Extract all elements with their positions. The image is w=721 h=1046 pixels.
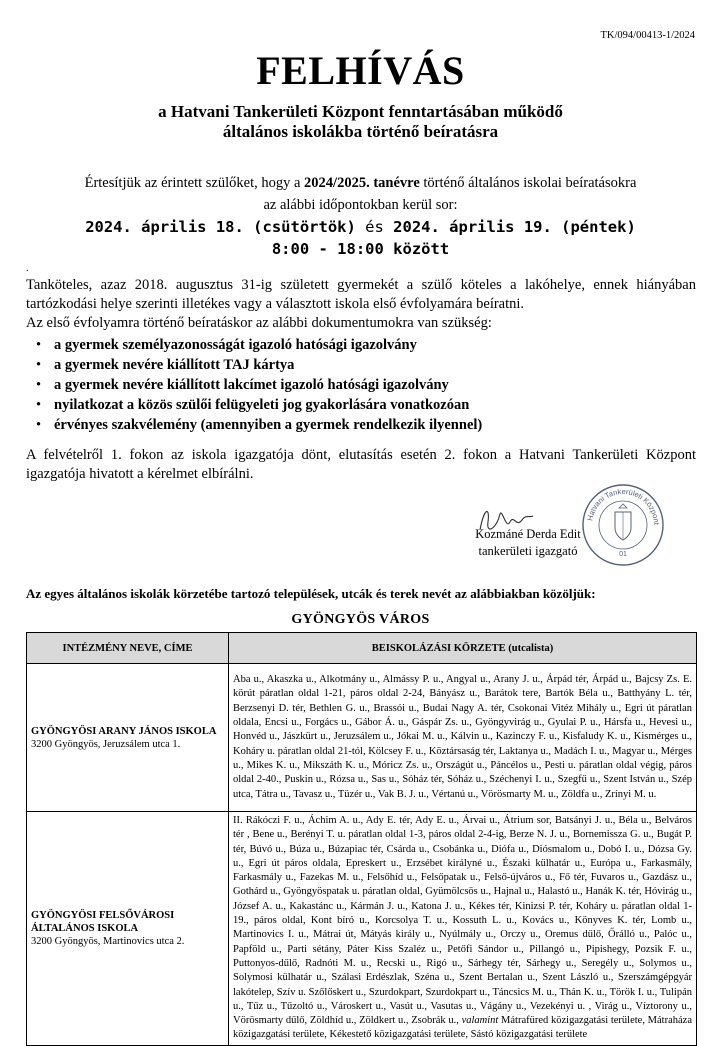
district-table bbox=[26, 632, 697, 1046]
document-item: • a gyermek nevére kiállított TAJ kártya bbox=[34, 355, 482, 375]
institution-cell bbox=[27, 812, 229, 1046]
intro-text bbox=[0, 172, 721, 216]
date-1: 2024. április 18. (csütörtök) bbox=[85, 218, 356, 236]
document-item: • nyilatkozat a közös szülői felügyeleti jog gyakorlására vonatkozóan bbox=[34, 395, 482, 415]
enrollment-time: 8:00 - 18:00 között bbox=[271, 240, 450, 258]
street-list-italic: valamint bbox=[461, 1015, 499, 1027]
institution-address: 3200 Gyöngyös, Martinovics utca 2. bbox=[31, 935, 185, 947]
signatory-block bbox=[463, 526, 593, 560]
required-documents-list bbox=[34, 335, 482, 435]
intro-school-year: 2024/2025. tanévre bbox=[304, 175, 420, 191]
table-row bbox=[27, 664, 697, 812]
column-header-district: BEISKOLÁZÁSI KÖRZETE (utcalista) bbox=[229, 633, 697, 664]
intro-part-2: történő általános iskolai beíratásokra bbox=[419, 175, 637, 191]
institution-cell bbox=[27, 664, 229, 812]
date-2: 2024. április 19. (péntek) bbox=[393, 218, 636, 236]
district-notice: Az egyes általános iskolák körzetébe tartozó települések, utcák és terek nevét az alábbiakban közöljük: bbox=[26, 586, 596, 601]
stray-dot: . bbox=[26, 263, 29, 274]
street-list-part-1: II. Rákóczi F. u., Áchim A. u., Ady E. tér, Ady E. u., Árvai u., Átrium sor, Batsányi J. u., Béla u., Belváros tér , Bene u., Berényi T. u. páratlan oldal 1-3, páros oldal 2-4-ig, Berze N. J. u., Bornemissza G. u., Bugát P. tér, Búvó u., Búza u., Búzapiac tér, Csárda u., Csobánka u., Diófa u., Diósmalom u., Dobó I. u., Dózsa Gy. u., Egri út páros oldala, Epreskert u., Erzsébet királyné u., Északi külhatár u., Európa u., Farkasmály, Farkasmály u., Fazekas M. u., Felsőhíd u., Felsőpatak u., Felső-újváros u., Fő tér, Fuvaros u., Gazdász u., Gothárd u., Gyöngyöspatak u. páratlan oldal, Gyümölcsös u., Hajnal u., Halastó u., Hanák K. tér, Hóvirág u., József A. u., Kakastánc u., Kármán J. u., Katona J. u., Kékes tér, Kinizsi P. tér, Koháry u. páratlan oldal 1-19., páros oldal, Kont bíró u., Korcsolya T. u., Kossuth L. u., Kovács u., Könyves K. tér, Lomb u., Martinovics I. u., Mátrai út, Mátyás király u., Nyúlmály u., Orczy u., Oremus dűlő, Őrálló u., Palóc u., Papföld u., Parti sétány, Páter Kiss Szaléz u., Petőfi Sándor u., Pillangó u., Pipishegy, Pozsik F. u., Puttonyos-dűlő, Radnóti M. u., Recski u., Rigó u., Sárhegy tér, Sárhegy u., Seregély u., Solymos u., Solymosi külhatár u., Szálasi Erdészlak, Széna u., Szent Bertalan u., Szent László u., Szerszámgépgyár lakótelep, Szív u. Szőlőskert u., Szurdokpart, Szurdokpart u., Táncsics M. u., Thán K. u., Török I. u., Tulipán u., Tűz u., Tűzoltó u., Városkert u., Vasút u., Vasutas u., Vágány u., Vezekényi u. , Virág u., Víztorony u., Vörösmarty dűlő, Zöldhíd u., Zöldkert u., Zsobrák u., bbox=[233, 815, 692, 1027]
intro-part-1: Értesítjük az érintett szülőket, hogy a bbox=[84, 175, 305, 191]
obligation-paragraph bbox=[26, 276, 696, 333]
table-row bbox=[27, 812, 697, 1046]
page-title: FELHÍVÁS bbox=[256, 48, 465, 93]
column-header-institution: INTÉZMÉNY NEVE, CÍME bbox=[27, 633, 229, 664]
enrollment-dates bbox=[0, 216, 721, 260]
subtitle bbox=[0, 102, 721, 142]
document-item: • a gyermek nevére kiállított lakcímet igazoló hatósági igazolvány bbox=[34, 375, 482, 395]
document-number: TK/094/00413-1/2024 bbox=[600, 30, 695, 41]
obligation-text: Tanköteles, azaz 2018. augusztus 31-ig született gyermekét a szülő köteles a lakóhelye, ennek hiányában tartózkodási helye szerinti illetékes vagy a választott iskola első évfolyamára beíratni. bbox=[26, 277, 696, 312]
street-list-part-2: Mátrafüred közigazgatási területe, Mátraháza közigazgatási területe, Kékestető közigazgatási területe, Sástó közigazgatási területe bbox=[233, 1015, 692, 1041]
street-list: Aba u., Akaszka u., Alkotmány u., Almássy P. u., Angyal u., Arany J. u., Árpád tér, Árpád u., Bajcsy Zs. E. körút páratlan oldal 1-21, páros oldal 2-24, Bányász u., Barátok tere, Bartók Béla u., Batthyány L. tér, Berzsenyi D. tér, Bethlen G. u., Brassói u., Budai Nagy A. tér, Csokonai Vitéz Mihály u., Egri út páratlan oldala, Encsi u., Forgács u., Gábor Á. u., Gáspár Zs. u., Gyöngyvirág u., Gyulai P. u., Hársfa u., Hevesi u., Honvéd u., Jászkürt u., Jeruzsálem u., Jókai M. u., Kálvin u., Kazinczy F. u., Kisfaludy K. u., Kismérges u., Kohárу u. páratlan oldal 21-tól, Kölcsey F. u., Köztársaság tér, Laktanya u., Madách I. u., Magyar u., Mérges u., Mikes K. u., Mikszáth K. u., Móricz Zs. u., Országút u., Páncélos u., Pesti u. páratlan oldal végig, páros oldal 2-40., Puskin u., Rózsa u., Sas u., Sóház tér, Sóház u., Széchenyi I. u., Szegfű u., Szent István u., Szép utca, Tátra u., Tavasz u., Tüzér u., Vak B. J. u., Vértanú u., Vörösmarty M. u., Zöldfa u., Zrínyi M. u. bbox=[229, 664, 697, 812]
document-item: • a gyermek személyazonosságát igazoló hatósági igazolvány bbox=[34, 335, 482, 355]
decision-paragraph: A felvételről 1. fokon az iskola igazgatója dönt, elutasítás esetén 2. fokon a Hatvani Tankerületi Központ igazgatója hivatott a kérelmet elbírálni. bbox=[26, 447, 696, 482]
institution-address: 3200 Gyöngyös, Jeruzsálem utca 1. bbox=[31, 738, 181, 750]
institution-name: GYÖNGYÖSI ARANY JÁNOS ISKOLA bbox=[31, 725, 217, 737]
stamp-number: 01 bbox=[619, 551, 627, 558]
official-stamp bbox=[580, 482, 666, 568]
subtitle-line-2: általános iskolákba történő beíratásra bbox=[222, 122, 499, 141]
document-item: • érvényes szakvélemény (amennyiben a gyermek rendelkezik ilyennel) bbox=[34, 415, 482, 435]
signatory-role: tankerületi igazgató bbox=[478, 544, 578, 558]
subtitle-line-1: a Hatvani Tankerületi Központ fenntartásában működő bbox=[158, 102, 563, 121]
institution-name-line-1: GYÖNGYÖSI FELSŐVÁROSI bbox=[31, 909, 175, 921]
stamp-text: Hatvani Tankerületi Központ bbox=[585, 486, 662, 526]
institution-name-line-2: ÁLTALÁNOS ISKOLA bbox=[31, 922, 139, 934]
table-header-row bbox=[27, 633, 697, 664]
documents-intro: Az első évfolyamra történő beíratáskor az alábbi dokumentumokra van szükség: bbox=[26, 315, 492, 331]
city-heading: GYÖNGYÖS VÁROS bbox=[291, 612, 430, 627]
date-connector: és bbox=[365, 218, 384, 236]
intro-line-2: az alábbi időpontokban kerül sor: bbox=[263, 197, 458, 213]
street-list bbox=[229, 812, 697, 1046]
signatory-name: Kozmáné Derda Edit bbox=[475, 527, 581, 541]
